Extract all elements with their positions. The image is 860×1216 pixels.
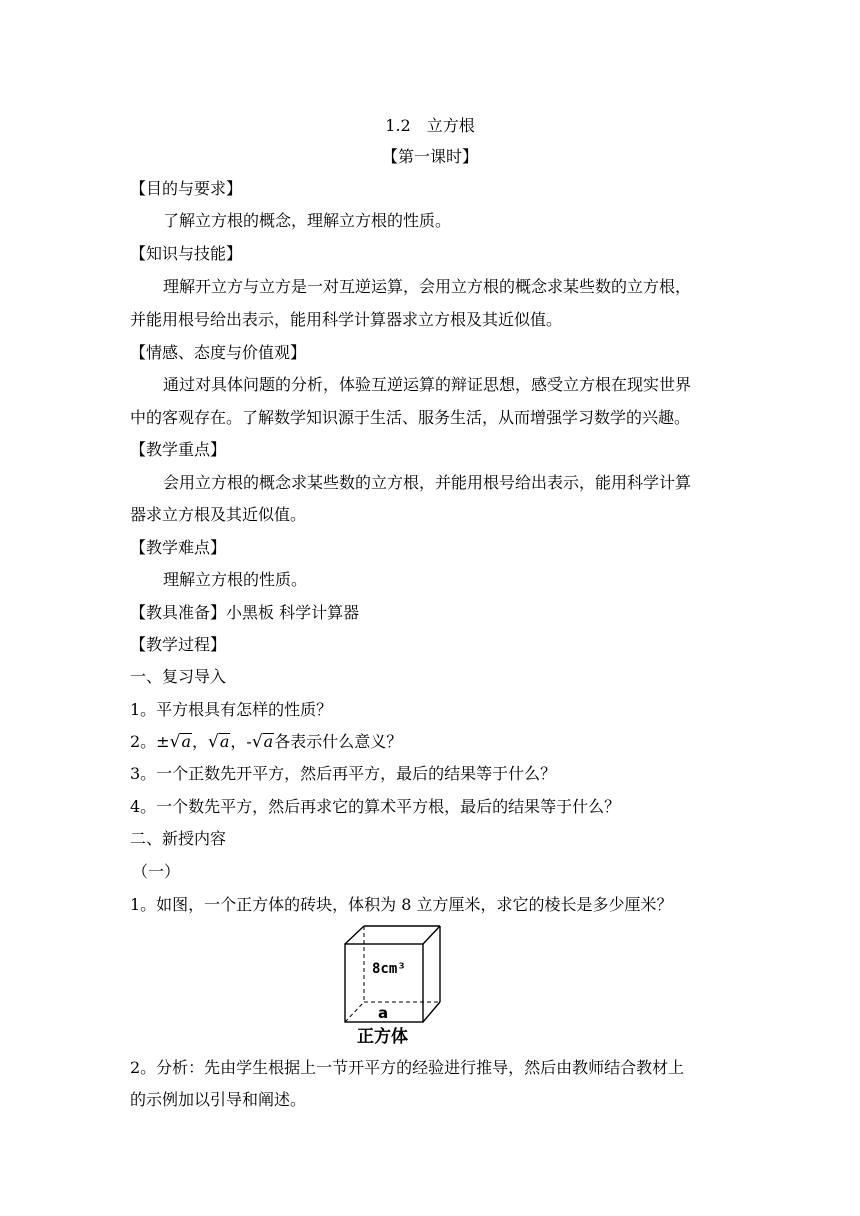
volume-label: 8cm³ [372,961,406,977]
review-2-separator-1: ， [191,732,208,751]
edge-length-label: a [378,1004,389,1022]
sqrt-expression [252,731,274,753]
lesson-subtitle: 【第一课时】 [381,147,478,166]
radicand: a [263,732,274,751]
radicand: a [181,732,191,751]
difficulty-heading: 【教学难点】 [130,538,227,557]
process-heading: 【教学过程】 [130,635,227,654]
emotion-heading: 【情感、态度与价值观】 [130,343,307,362]
radical-sign-icon: √ [251,732,263,752]
focus-text-line-1: 会用立方根的概念求某些数的立方根，并能用根号给出表示，能用科学计算 [163,473,692,492]
skill-text-line-1: 理解开立方与立方是一对互逆运算，会用立方根的概念求某些数的立方根， [163,277,692,296]
sqrt-expression [170,731,192,753]
review-question-2 [130,731,402,753]
sqrt-expression [208,731,230,753]
review-question-3: 3。一个正数先开平方，然后再平方，最后的结果等于什么？ [130,764,557,783]
figure-caption: 正方体 [357,1027,408,1047]
review-2-separator-2: ，- [230,732,252,751]
emotion-text-line-2: 中的客观存在。了解数学知识源于生活、服务生活，从而增强学习数学的兴趣。 [130,408,691,427]
tools-line: 【教具准备】小黑板 科学计算器 [130,603,360,622]
focus-heading: 【教学重点】 [130,440,227,459]
focus-text-line-2: 器求立方根及其近似值。 [130,505,307,524]
page-title: 1.2 立方根 [385,116,475,135]
goal-heading: 【目的与要求】 [130,179,243,198]
review-2-prefix: 2。± [130,732,170,751]
difficulty-text: 理解立方根的性质。 [163,570,308,589]
skill-text-line-2: 并能用根号给出表示，能用科学计算器求立方根及其近似值。 [130,310,563,329]
question-1: 1。如图，一个正方体的砖块，体积为 8 立方厘米，求它的棱长是多少厘米？ [130,895,673,914]
analysis-line-1: 2。分析：先由学生根据上一节开平方的经验进行推导，然后由教师结合教材上 [130,1058,685,1077]
emotion-text-line-1: 通过对具体问题的分析，体验互逆运算的辩证思想，感受立方根在现实世界 [163,375,692,394]
radical-sign-icon: √ [169,732,181,752]
radical-sign-icon: √ [208,732,219,752]
review-2-suffix: 各表示什么意义？ [274,732,403,751]
radicand: a [219,732,230,751]
skill-heading: 【知识与技能】 [130,244,243,263]
review-heading: 一、复习导入 [130,667,227,686]
goal-text: 了解立方根的概念，理解立方根的性质。 [163,211,452,230]
new-content-heading: 二、新授内容 [130,829,227,848]
analysis-line-2: 的示例加以引导和阐述。 [130,1090,307,1109]
part-one-label: （一） [132,862,181,881]
review-question-1: 1。平方根具有怎样的性质？ [130,700,333,719]
review-question-4: 4。一个数先平方，然后再求它的算术平方根，最后的结果等于什么？ [130,797,621,816]
